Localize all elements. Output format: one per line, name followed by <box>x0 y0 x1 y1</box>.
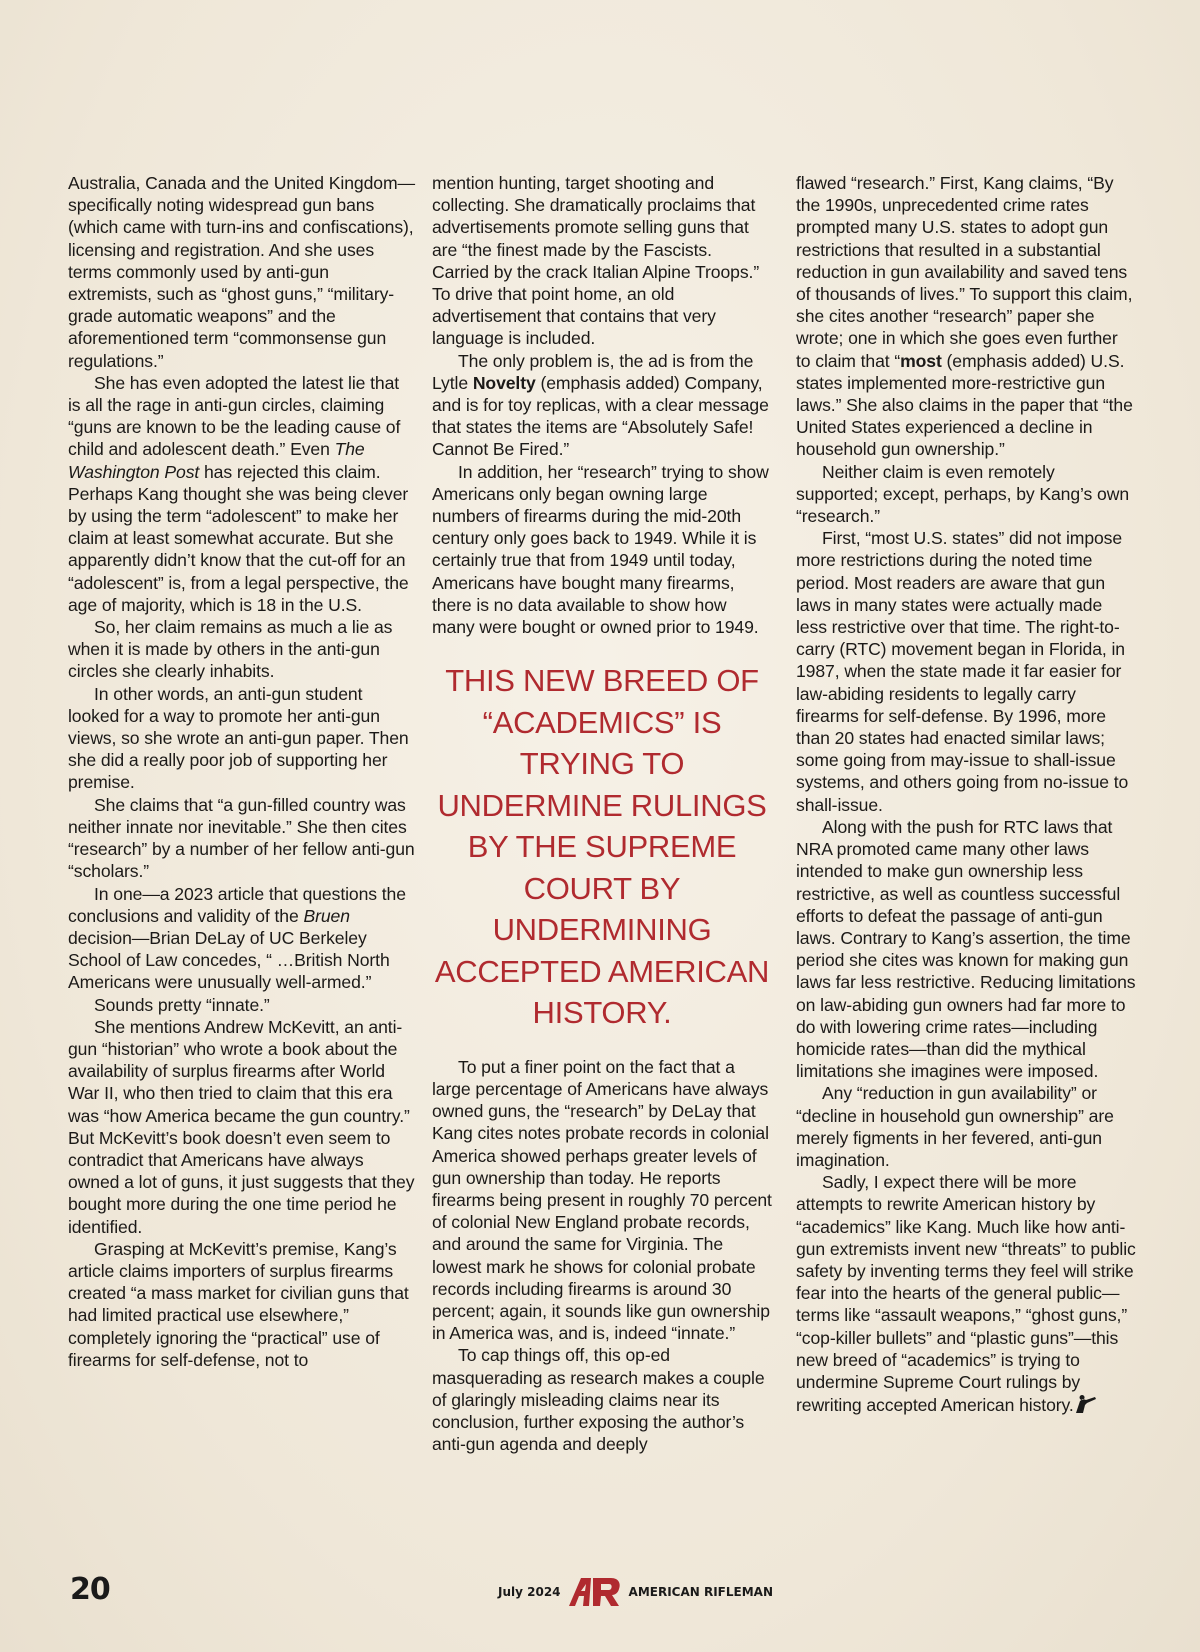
end-mark-icon <box>1074 1393 1098 1415</box>
publication-title: The Washington Post <box>68 439 365 482</box>
paragraph: mention hunting, target shooting and collecting. She dramatically proclaims that advertisements promote selling guns that are “the finest made by the Fascists. Carried by the crack Italian Alpine Troops.” To drive that point home, an old advertisement that contains that very language is included. <box>432 173 760 349</box>
paragraph: Australia, Canada and the United Kingdom—specifically noting widespread gun bans (which came with turn-ins and confiscations), licensing and registration. And she uses terms commonly used by anti-gun extremists, such as “ghost guns,” “military-grade automatic weapons” and the aforementioned term “commonsense gun regulations.” <box>68 173 416 371</box>
page-number: 20 <box>70 1572 110 1607</box>
paragraph: Any “reduction in gun availability” or “decline in household gun ownership” are merely figments in her fevered, anti-gun imagination. <box>796 1083 1114 1170</box>
paragraph: Grasping at McKevitt’s premise, Kang’s article claims importers of surplus firearms created “a mass market for civilian guns that had limited practical use elsewhere,” completely ignoring the “practical” use of firearms for self-defense, not to <box>68 1238 409 1370</box>
paragraph: To cap things off, this op-ed masquerading as research makes a couple of glaringly misleading claims near its conclusion, further exposing the author’s anti-gun agenda and deeply <box>432 1345 765 1455</box>
case-name: Bruen <box>303 905 350 926</box>
paragraph: She mentions Andrew McKevitt, an anti-gun “historian” who wrote a book about the availability of surplus firearms after World War II, who then tried to claim that this era was “how America became the gun country.” But McKevitt’s book doesn’t even seem to contradict that Americans have always owned a lot of guns, it just suggests that they bought more during the one time period he identified. <box>68 1016 415 1237</box>
paragraph: So, her claim remains as much a lie as when it is made by others in the anti-gun circles she clearly inhabits. <box>68 617 393 682</box>
emphasis-novelty: Novelty <box>472 372 536 393</box>
pull-quote: THIS NEW BREED OF “ACADEMICS” IS TRYING TO UNDERMINE RULINGS BY THE SUPREME COURT BY UNDERMINING ACCEPTED AMERICAN HISTORY. <box>434 663 770 1031</box>
article-column-3 <box>796 172 1136 1416</box>
paragraph: First, “most U.S. states” did not impose more restrictions during the noted time period. Most readers are aware that gun laws in many states were actually made less restrictive over that time. The right-to-carry (RTC) movement began in Florida, in 1987, when the state made it far easier for law-abiding residents to legally carry firearms for self-defense. By 1996, more than 20 states had enacted similar laws; some going from may-issue to shall-issue systems, and others going from no-issue to shall-issue. <box>796 528 1129 815</box>
paragraph: To put a finer point on the fact that a large percentage of Americans have always owned guns, the “research” by DeLay that Kang cites notes probate records in colonial America showed perhaps greater levels of gun ownership than today. He reports firearms being present in roughly 70 percent of colonial New England probate records, and around the same for Virginia. The lowest mark he shows for colonial probate records including firearms is around 30 percent; again, it sounds like gun ownership in America was, and is, indeed “innate.” <box>432 1056 772 1344</box>
article-column-1 <box>68 172 416 1371</box>
american-rifleman-logo-icon <box>567 1576 623 1608</box>
paragraph: In other words, an anti-gun student looked for a way to promote her anti-gun views, so she wrote an anti-gun paper. Then she did a really poor job of supporting her premise. <box>68 683 409 793</box>
paragraph: flawed “research.” First, Kang claims, “By the 1990s, unprecedented crime rates prompted many U.S. states to adopt gun restrictions that resulted in a substantial reduction in gun availability and saved tens of thousands of lives.” To support this claim, she cites another “research” paper she wrote; one in which she goes even further to claim that “most (emphasis added) U.S. states implemented more-restrictive gun laws.” She also claims in the paper that “the United States experienced a decline in household gun ownership.” <box>796 173 1133 460</box>
paragraph: Along with the push for RTC laws that NRA promoted came many other laws intended to make gun ownership less restrictive, as well as countless successful efforts to defeat the passage of anti-gun laws. Contrary to Kang’s assertion, the time period she cites was known for making gun laws far less restrictive. Reducing limitations on law-abiding gun owners had far more to do with lowering crime rates—including homicide rates—than did the mythical limitations she imagines were imposed. <box>796 816 1136 1082</box>
paragraph: In addition, her “research” trying to show Americans only began owning large numbers of firearms during the mid-20th century only goes back to 1949. While it is certainly true that from 1949 until today, Americans have bought many firearms, there is no data available to show how many were bought or owned prior to 1949. <box>432 461 769 638</box>
issue-date: July 2024 <box>498 1585 561 1599</box>
magazine-name: AMERICAN RIFLEMAN <box>628 1585 773 1599</box>
paragraph: She claims that “a gun-filled country was neither innate nor inevitable.” She then cites “research” by a number of her fellow anti-gun “scholars.” <box>68 794 415 882</box>
paragraph: In one—a 2023 article that questions the conclusions and validity of the Bruen decision—Brian DeLay of UC Berkeley School of Law concedes, “ …British North Americans were unusually well-armed.” <box>68 883 406 993</box>
article-column-2 <box>432 172 772 1455</box>
paragraph: The only problem is, the ad is from the Lytle Novelty (emphasis added) Company, and is for toy replicas, with a clear message that states the items are “Absolutely Safe! Cannot Be Fired.” <box>432 350 769 460</box>
paragraph: Sadly, I expect there will be more attempts to rewrite American history by “academics” like Kang. Much like how anti-gun extremists invent new “threats” to public safety by inventing terms they feel will strike fear into the hearts of the general public—terms like “assault weapons,” “ghost guns,” “cop-killer bullets” and “plastic guns”—this new breed of “academics” is trying to undermine Supreme Court rulings by rewriting accepted American history. <box>796 1172 1136 1416</box>
paragraph: She has even adopted the latest lie that is all the rage in anti-gun circles, claiming “guns are known to be the leading cause of child and adolescent death.” Even The Washington Post has rejected this claim. Perhaps Kang thought she was being clever by using the term “adolescent” to make her claim at least somewhat accurate. But she apparently didn’t know that the cut-off for an “adolescent” is, from a legal perspective, the age of majority, which is 18 in the U.S. <box>68 372 409 615</box>
paragraph: Sounds pretty “innate.” <box>94 994 270 1015</box>
footer-folio <box>498 1576 773 1608</box>
paragraph: Neither claim is even remotely supported; except, perhaps, by Kang’s own “research.” <box>796 461 1130 527</box>
emphasis-most: most <box>900 350 942 371</box>
